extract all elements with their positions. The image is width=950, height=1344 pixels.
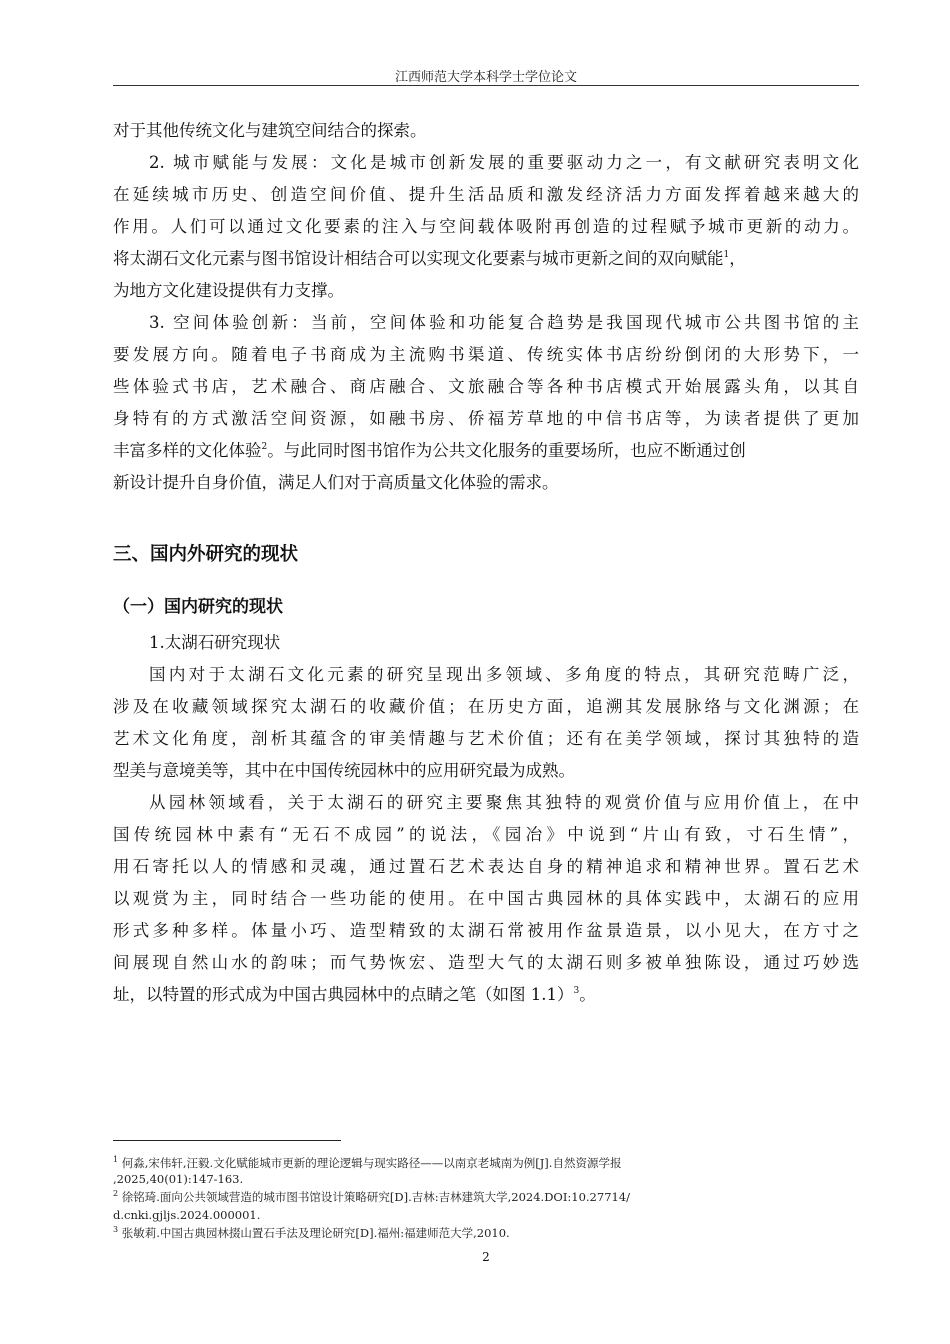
footnote-2 [113, 1190, 859, 1204]
footnote-number: 2 [113, 1189, 119, 1198]
body-line: 身特有的方式激活空间资源，如融书房、侨福芳草地的中信书店等，为读者提供了更加 [113, 409, 859, 428]
body-line: 在延续城市历史、创造空间价值、提升生活品质和激发经济活力方面发挥着越来越大的 [113, 185, 859, 204]
footnote-text: 徐铭琦.面向公共领域营造的城市图书馆设计策略研究[D].吉林:吉林建筑大学,2024.DOI:10.27714/ [121, 1190, 631, 1204]
body-text: 丰富多样的文化体验 [113, 441, 262, 460]
footnote-text: 何淼,宋伟轩,汪毅.文化赋能城市更新的理论逻辑与现实路径——以南京老城南为例[J].自然资源学报 [121, 1156, 622, 1170]
body-line: 2. 城市赋能与发展：文化是城市创新发展的重要驱动力之一，有文献研究表明文化 [149, 153, 859, 172]
body-line-with-footnote [113, 440, 859, 462]
body-line: 间展现自然山水的韵味；而气势恢宏、造型大气的太湖石则多被单独陈设，通过巧妙选 [113, 953, 859, 972]
body-line: 要发展方向。随着电子书商成为主流购书渠道、传统实体书店纷纷倒闭的大形势下，一 [113, 345, 859, 364]
body-line: 作用。人们可以通过文化要素的注入与空间载体吸附再创造的过程赋予城市更新的动力。 [113, 217, 859, 236]
footnote-number: 1 [113, 1155, 119, 1164]
body-line: 为地方文化建设提供有力支撑。 [113, 281, 344, 300]
body-line: 对于其他传统文化与建筑空间结合的探索。 [113, 121, 427, 140]
footnote-text: 张敏莉.中国古典园林掇山置石手法及理论研究[D].福州:福建师范大学,2010. [121, 1226, 510, 1240]
body-line: 3. 空间体验创新：当前，空间体验和功能复合趋势是我国现代城市公共图书馆的主 [149, 313, 859, 332]
footnote-ref-3: 3 [573, 986, 580, 996]
footnote-1-cont: ,2025,40(01):147-163. [113, 1172, 244, 1186]
footnote-ref-2: 2 [261, 442, 268, 452]
body-line: 国传统园林中素有“无石不成园”的说法，《园冶》中说到“片山有致，寸石生情”， [113, 825, 859, 844]
page-number: 2 [482, 1250, 490, 1264]
body-line: 以观赏为主，同时结合一些功能的使用。在中国古典园林的具体实践中，太湖石的应用 [113, 889, 859, 908]
footnote-number: 3 [113, 1225, 119, 1234]
body-line: 涉及在收藏领域探究太湖石的收藏价值；在历史方面，追溯其发展脉络与文化渊源；在 [113, 697, 859, 716]
body-line: 些体验式书店，艺术融合、商店融合、文旅融合等各种书店模式开始展露头角，以其自 [113, 377, 859, 396]
body-line: 型美与意境美等，其中在中国传统园林中的应用研究最为成熟。 [113, 761, 575, 780]
body-line: 国内对于太湖石文化元素的研究呈现出多领域、多角度的特点，其研究范畴广泛， [149, 665, 859, 684]
body-line-with-footnote [113, 984, 859, 1006]
body-line: 新设计提升自身价值，满足人们对于高质量文化体验的需求。 [113, 473, 559, 492]
body-line: 从园林领域看，关于太湖石的研究主要聚焦其独特的观赏价值与应用价值上，在中 [149, 793, 859, 812]
body-line: 艺术文化角度，剖析其蕴含的审美情趣与艺术价值；还有在美学领域，探讨其独特的造 [113, 729, 859, 748]
body-text: 。 [579, 985, 596, 1004]
footnote-ref-1: 1 [723, 250, 730, 260]
body-line-with-footnote [113, 248, 859, 270]
footnote-1 [113, 1156, 859, 1170]
body-text: 址，以特置的形式成为中国古典园林中的点睛之笔（如图 1.1） [113, 985, 574, 1004]
body-text: 。与此同时图书馆作为公共文化服务的重要场所，也应不断通过创 [267, 441, 746, 460]
subsection-heading: （一）国内研究的现状 [113, 597, 283, 617]
body-text: ， [729, 249, 746, 268]
header-rule [113, 85, 859, 86]
section-heading: 三、国内外研究的现状 [113, 544, 299, 565]
footnote-3 [113, 1226, 859, 1240]
body-line: 用石寄托以人的情感和灵魂，通过置石艺术表达自身的精神追求和精神世界。置石艺术 [113, 857, 859, 876]
running-header: 江西师范大学本科学士学位论文 [394, 70, 577, 85]
sub-subsection-heading: 1.太湖石研究现状 [149, 633, 281, 652]
footnote-separator [113, 1140, 341, 1141]
body-line: 形式多种多样。体量小巧、造型精致的太湖石常被用作盆景造景，以小见大，在方寸之 [113, 921, 859, 940]
body-text: 将太湖石文化元素与图书馆设计相结合可以实现文化要素与城市更新之间的双向赋能 [113, 249, 724, 268]
footnote-2-cont: d.cnki.gjljs.2024.000001. [113, 1208, 261, 1222]
